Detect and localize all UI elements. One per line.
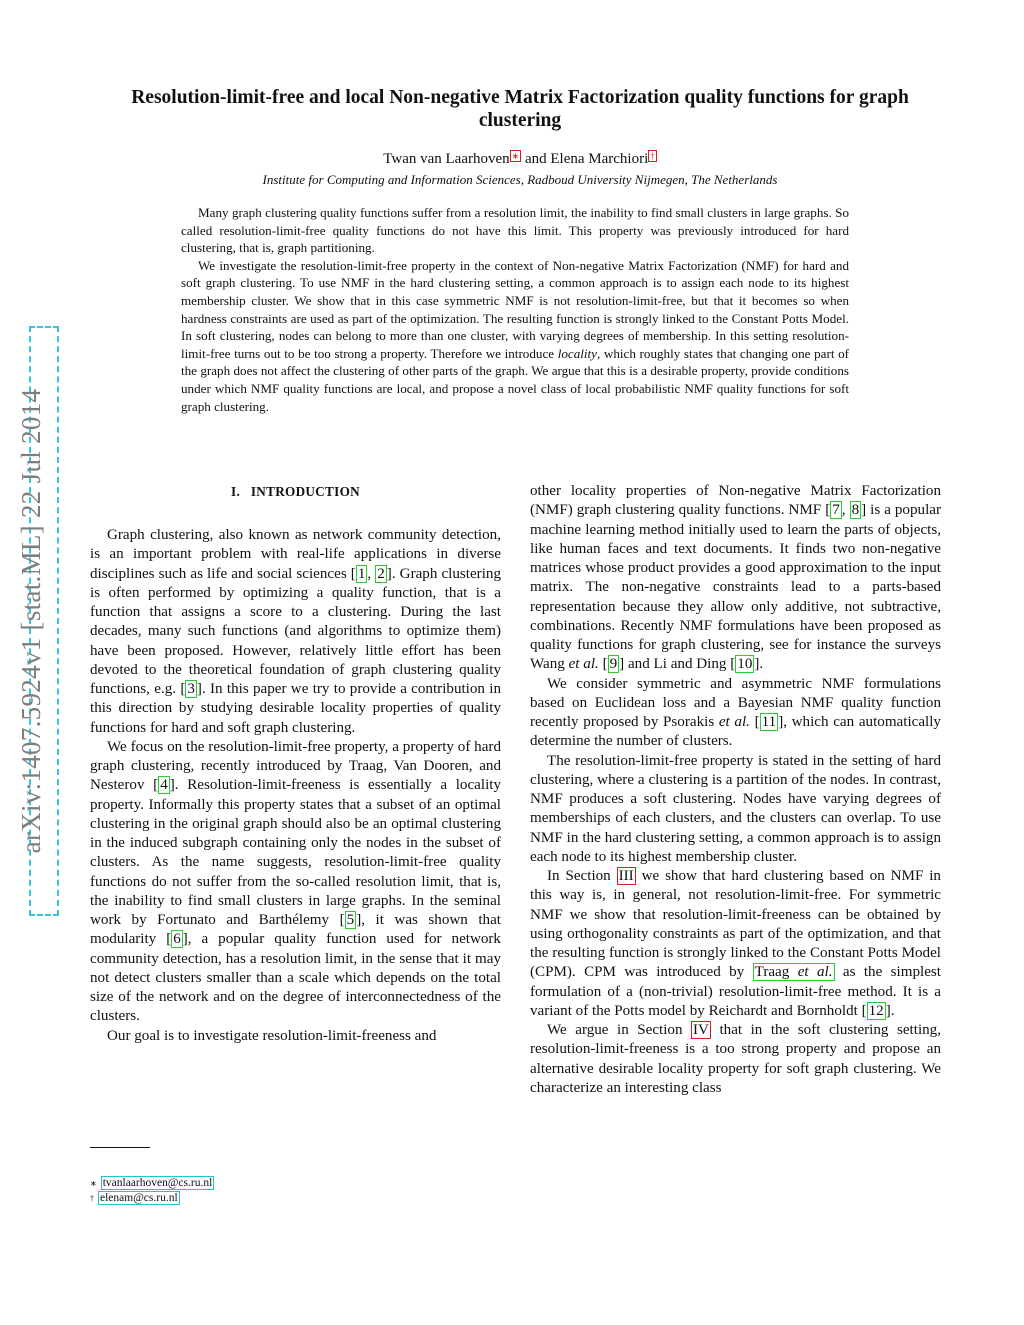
author-line [100, 151, 940, 168]
citation-link[interactable]: 9 [609, 656, 618, 673]
body-paragraph: other locality properties of Non-negative Matrix Factorization (NMF) graph clustering quality functions. NMF [ 7 , 8 ] is a popular machine learning method initially used to learn the parts of objects, like human faces and text documents. It finds two non-negative matrices whose product provides a good approximation to the input matrix. The non-negative constraints lead to a parts-based representation because they allow only additive, not subtractive, combinations. Recently NMF formulations have been proposed as quality functions for graph clustering, see for instance the surveys Wang et al. [ 9 ] and Li and Ding [ 10 ]. [530, 483, 941, 673]
section-number: I. [231, 484, 241, 499]
body-paragraph: The resolution-limit-free property is stated in the setting of hard clustering, where a clustering is a partition of the nodes. In contrast, NMF produces a soft clustering. Nodes have varying degrees of memberships of each clusters, and the clusters can overlap. To use NMF in the hard clustering setting, a common approach is to assign each node to its highest membership cluster. [530, 752, 941, 865]
abstract-paragraph: We investigate the resolution-limit-free property in the context of Non-negative Matrix Factorization (NMF) for hard and soft graph clustering. To use NMF in the hard clustering setting, a common approach is to assign each node to its highest membership cluster. We show that in this case symmetric NMF is not resolution-limit-free, but that it becomes so when hardness constraints are used as part of the optimization. The resulting function is strongly linked to the Constant Potts Model. In soft clustering, nodes can belong to more than one cluster, with varying degrees of membership. In this setting resolution-limit-free turns out to be too strong a property. Therefore we introduce locality, which roughly states that changing one part of the graph does not affect the clustering of other parts of the graph. We argue that this is a desirable property, provide conditions under which NMF quality functions are local, and propose a novel class of local probabilistic NMF quality functions for soft graph clustering. [181, 257, 850, 414]
section-heading [90, 484, 501, 500]
citation-link[interactable]: 11 [761, 714, 777, 730]
author-name: Twan van Laarhoven [383, 151, 510, 167]
abstract-paragraph: Many graph clustering quality functions suffer from a resolution limit, the inability to find small clusters in large graphs. So called resolution-limit-free quality functions do not have this limit. This property was previously introduced for hard clustering, that is, graph partitioning. [181, 205, 849, 256]
left-column [90, 526, 501, 1046]
citation-link[interactable]: 4 [160, 777, 168, 794]
citation-link[interactable]: 2 [377, 565, 385, 582]
arxiv-identifier[interactable]: arXiv:1407.5924v1 [stat.ML] 22 Jul 2014 [16, 388, 46, 854]
footnote-ref[interactable]: † [650, 151, 655, 161]
body-paragraph: In Section III we show that hard clustering based on NMF in this way is, in general, not resolution-limit-free. For symmetric NMF we show that resolution-limit-freeness can be obtained by using orthogonality constraints as part of the optimization, and that the resulting function is strongly linked to the Constant Potts Model (CPM). CPM was introduced by Traag et al. as the simplest formulation of a (non-trivial) resolution-limit-free method. It is a variant of the Potts model by Reichardt and Bornholdt [ 12 ]. [530, 868, 941, 1019]
body-paragraph: We consider symmetric and asymmetric NMF formulations based on Euclidean loss and a Bayesian NMF quality function recently proposed by Psorakis et al. [ 11 ], which can automatically determine the number of clusters. [530, 675, 941, 750]
citation-link[interactable]: 12 [868, 1002, 884, 1019]
emphasis: locality [557, 345, 597, 361]
citation-link[interactable]: 6 [173, 931, 181, 948]
section-ref-link[interactable]: III [618, 868, 634, 884]
footnote: ∗ tvanlaarhoven@cs.ru.nl [90, 1177, 213, 1189]
footnote-ref[interactable]: ∗ [511, 151, 520, 161]
section-ref-link[interactable]: IV [693, 1022, 709, 1038]
body-paragraph: We focus on the resolution-limit-free property, a property of hard graph clustering, recently introduced by Traag, Van Dooren, and Nesterov [ 4 ]. Resolution-limit-freeness is essentially a locality property. Informally this property states that a subset of an optimal clustering in the original graph should also be an optimal clustering in the induced subgraph containing only the nodes in the subset of clusters. As the name suggests, resolution-limit-free quality functions do not suffer from the so-called resolution limit, that is, the inability to find small clusters in large graphs. In the seminal work by Fortunato and Barthélemy [ 5 ], it was shown that modularity [ 6 ], a popular quality function used for network community detection, has a resolution limit, in the sense that it may not detect clusters smaller than a scale which depends on the total size of the network and on the degree of interconnectedness of the clusters. [90, 738, 502, 1025]
citation-link[interactable]: 8 [851, 502, 860, 519]
footnote-rule [90, 1147, 150, 1148]
arxiv-sidebar [0, 326, 60, 918]
citation-link[interactable]: 5 [346, 912, 355, 928]
email-link[interactable]: elenam@cs.ru.nl [100, 1192, 178, 1204]
body-paragraph: Graph clustering, also known as network community detection, is an important problem with real-life applications in diverse disciplines such as life and social sciences [ 1 , 2 ]. Graph clustering is often performed by optimizing a quality function, that is a function that assigns a score to a clustering. During the last decades, many such functions (and algorithms to optimize them) have been proposed. However, relatively little effort has been devoted to the theoretical foundation of graph clustering quality functions, e.g. [ 3 ]. In this paper we try to provide a contribution in this direction by studying desirable locality properties of quality functions for hard and soft graph clustering. [90, 527, 502, 736]
right-column [530, 482, 941, 1098]
citation-link[interactable]: 10 [737, 656, 753, 673]
author-name: Elena Marchiori [550, 151, 649, 167]
footnote: † elenam@cs.ru.nl [90, 1192, 178, 1204]
abstract [181, 204, 849, 415]
paper-title: Resolution-limit-free and local Non-negative Matrix Factorization quality functions for graph clustering [131, 87, 909, 131]
citation-link[interactable]: 7 [832, 502, 840, 519]
body-paragraph: Our goal is to investigate resolution-limit-freeness and [107, 1027, 437, 1044]
section-title: INTRODUCTION [250, 484, 360, 499]
email-link[interactable]: tvanlaarhoven@cs.ru.nl [102, 1177, 213, 1189]
body-paragraph: We argue in Section IV that in the soft clustering setting, resolution-limit-freeness is a too strong property and propose an alternative desirable locality property for soft graph clustering. We characterize an interesting class [530, 1022, 942, 1096]
author-conjunction: and [524, 151, 547, 167]
citation-link[interactable]: Traag et al. [754, 964, 833, 981]
citation-link[interactable]: 3 [187, 681, 195, 697]
citation-link[interactable]: 1 [357, 565, 366, 582]
footnotes [90, 1176, 501, 1206]
affiliation: Institute for Computing and Information Sciences, Radboud University Nijmegen, The Netherlands [262, 172, 778, 187]
